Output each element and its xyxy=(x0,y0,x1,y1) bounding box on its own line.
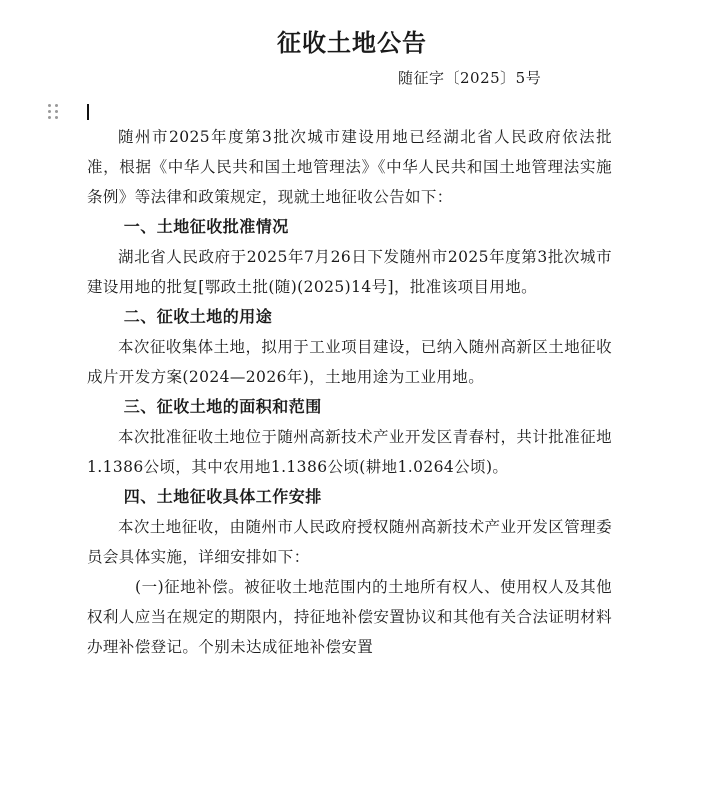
section-paragraph: 本次批准征收土地位于随州高新技术产业开发区青春村，共计批准征地1.1386公顷，其中农用地1.1386公顷(耕地1.0264公顷)。 xyxy=(87,428,612,476)
section-heading: 一、土地征收批准情况 xyxy=(123,217,289,236)
section-heading: 四、土地征收具体工作安排 xyxy=(123,487,322,506)
document-title: 征收土地公告 xyxy=(277,29,427,57)
document-body[interactable] xyxy=(87,122,612,662)
section-heading: 二、征收土地的用途 xyxy=(123,307,273,326)
section-paragraph: 湖北省人民政府于2025年7月26日下发随州市2025年度第3批次城市建设用地的批复[鄂政土批(随)(2025)14号]，批准该项目用地。 xyxy=(87,248,612,296)
document-number: 随征字〔2025〕5号 xyxy=(398,69,542,87)
section-paragraph: 本次土地征收，由随州市人民政府授权随州高新技术产业开发区管理委员会具体实施，详细安排如下： xyxy=(87,518,612,566)
section-paragraph: 本次征收集体土地，拟用于工业项目建设，已纳入随州高新区土地征收成片开发方案(2024—2026年)，土地用途为工业用地。 xyxy=(87,338,612,386)
text-cursor xyxy=(87,104,89,120)
intro-paragraph: 随州市2025年度第3批次城市建设用地已经湖北省人民政府依法批准，根据《中华人民共和国土地管理法》《中华人民共和国土地管理法实施条例》等法律和政策规定，现就土地征收公告如下： xyxy=(87,128,612,206)
section-heading: 三、征收土地的面积和范围 xyxy=(123,397,322,416)
subsection-paragraph: (一)征地补偿。被征收土地范围内的土地所有权人、使用权人及其他权利人应当在规定的期限内，持征地补偿安置协议和其他有关合法证明材料办理补偿登记。个别未达成征地补偿安置 xyxy=(87,578,612,656)
drag-handle-icon[interactable] xyxy=(48,104,60,120)
